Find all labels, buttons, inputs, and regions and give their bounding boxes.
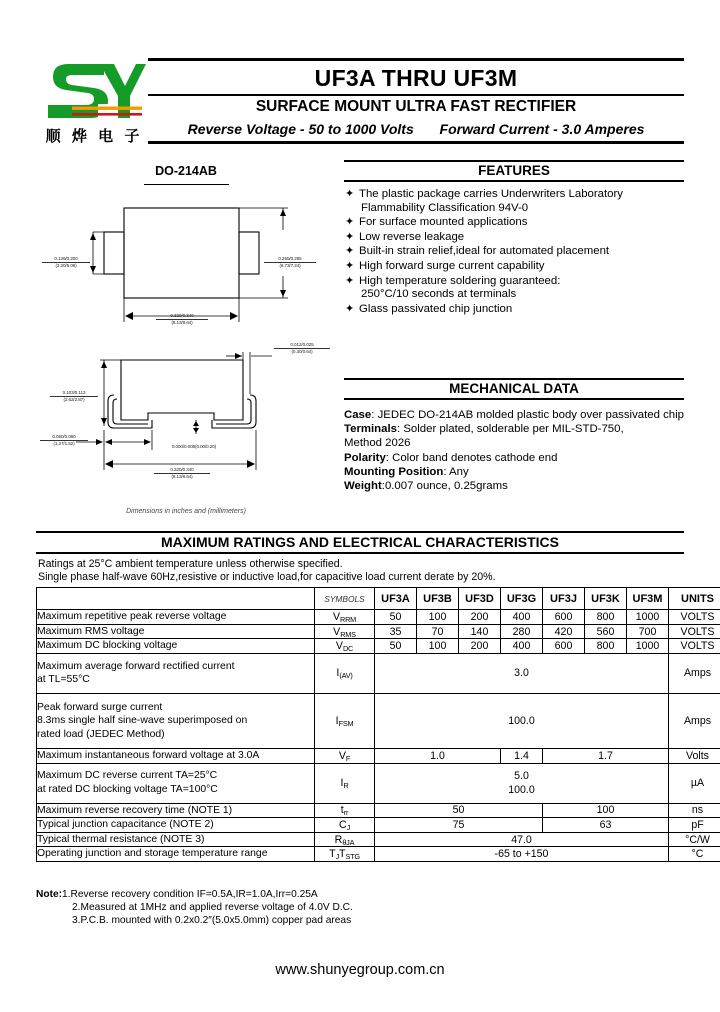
cell-value: 420 <box>543 624 585 639</box>
header-rule-bottom <box>148 141 684 144</box>
header-part-uf3k: UF3K <box>585 588 627 610</box>
row-description <box>37 693 315 748</box>
notes-label: Note: <box>36 889 63 900</box>
cell-value: 1.0 <box>375 748 501 763</box>
cell-value: 800 <box>585 610 627 625</box>
header-part-uf3m: UF3M <box>627 588 669 610</box>
row-description: Operating junction and storage temperature range <box>37 847 315 862</box>
row-description-line2: at TL=55°C <box>37 674 90 686</box>
cell-value: 800 <box>585 639 627 654</box>
row-description: Maximum DC blocking voltage <box>37 639 315 654</box>
row-symbol: VDC <box>315 639 375 654</box>
notes-block <box>36 888 684 928</box>
cell-value-25c: 5.0 <box>514 770 529 783</box>
row-symbol: RθJA <box>315 832 375 847</box>
dimension-units-note: Dimensions in inches and (millimeters) <box>126 508 246 515</box>
row-symbol: TJTSTG <box>315 847 375 862</box>
feature-item <box>344 216 684 230</box>
features-title: FEATURES <box>344 160 684 182</box>
cell-unit: °C/W <box>669 832 720 847</box>
feature-text-line2: 250°C/10 seconds at terminals <box>361 288 517 301</box>
cell-value-merged: 3.0 <box>375 653 669 693</box>
feature-text: Glass passivated chip junction <box>359 302 513 315</box>
header-part-uf3d: UF3D <box>459 588 501 610</box>
page-title: UF3A THRU UF3M <box>314 65 518 91</box>
dim-body-height: 0.265/0.285 (6.73/7.24) <box>264 256 316 268</box>
features-panel <box>344 160 684 317</box>
mech-label: Mounting Position <box>344 465 444 478</box>
mechanical-data-title: MECHANICAL DATA <box>344 378 684 400</box>
diamond-bullet-icon: ✦ <box>345 230 355 243</box>
diamond-bullet-icon: ✦ <box>345 274 355 287</box>
row-symbol: VRMS <box>315 624 375 639</box>
mech-row-method <box>344 436 684 450</box>
cell-unit: Amps <box>669 653 720 693</box>
row-symbol: I(AV) <box>315 653 375 693</box>
table-row-ir <box>37 763 720 803</box>
sy-logo-mark <box>42 60 146 126</box>
row-description-line2: 8.3ms single half sine-wave superimposed on <box>37 715 248 727</box>
row-description-line1: Maximum average forward rectified current <box>37 660 235 672</box>
cell-value-merged: -65 to +150 <box>375 847 669 862</box>
cell-value: 100 <box>417 639 459 654</box>
cell-value-merged <box>375 763 669 803</box>
mech-value: Method 2026 <box>344 437 411 450</box>
feature-item <box>344 188 684 215</box>
row-description: Typical junction capacitance (NOTE 2) <box>37 818 315 833</box>
diamond-bullet-icon: ✦ <box>345 188 355 200</box>
mech-row-mounting: Mounting Position: Any <box>344 465 469 478</box>
table-header-row <box>37 588 720 610</box>
condition-line-1: Ratings at 25°C ambient temperature unless otherwise specified. <box>38 558 343 570</box>
diamond-bullet-icon: ✦ <box>345 302 355 315</box>
tagline-forward-current: Forward Current - 3.0 Amperes <box>439 121 645 137</box>
cell-value: 100 <box>417 610 459 625</box>
note-line-2 <box>36 901 684 914</box>
row-symbol: CJ <box>315 818 375 833</box>
header-titles <box>148 58 684 144</box>
page-subtitle: SURFACE MOUNT ULTRA FAST RECTIFIER <box>255 98 577 115</box>
cell-value: 1.4 <box>501 748 543 763</box>
header-blank-cell <box>37 588 315 610</box>
footer-url[interactable]: www.shunyegroup.com.cn <box>275 962 445 978</box>
cell-value: 70 <box>417 624 459 639</box>
company-name-cn: 顺 烨 电 子 <box>45 127 143 145</box>
mech-row-polarity: Polarity: Color band denotes cathode end <box>344 451 558 464</box>
cell-unit: ns <box>669 803 720 818</box>
row-symbol: IR <box>315 763 375 803</box>
row-symbol: VF <box>315 748 375 763</box>
feature-item <box>344 245 684 259</box>
header-part-uf3a: UF3A <box>375 588 417 610</box>
dim-stand-off: 0.000/0.008(0.00/0.20) <box>171 444 217 449</box>
table-row-vdc <box>37 639 720 654</box>
mech-value: Solder plated, solderable per MIL-STD-750, <box>403 423 624 436</box>
cell-value: 200 <box>459 639 501 654</box>
feature-text: High forward surge current capability <box>359 259 545 272</box>
package-name-underline <box>144 184 229 185</box>
feature-item <box>344 260 684 274</box>
package-drawing-column <box>36 160 336 526</box>
note-text: 1.Reverse recovery condition IF=0.5A,IR=1.0A,Irr=0.25A <box>62 889 318 900</box>
feature-item <box>344 231 684 245</box>
tagline-reverse-voltage: Reverse Voltage - 50 to 1000 Volts <box>187 121 414 137</box>
row-description: Typical thermal resistance (NOTE 3) <box>37 832 315 847</box>
cell-value: 1.7 <box>543 748 669 763</box>
feature-text-line2: Flammability Classification 94V-0 <box>361 201 529 214</box>
table-row-rthja <box>37 832 720 847</box>
page-tagline <box>148 118 684 141</box>
ratings-table <box>36 587 720 862</box>
feature-text: The plastic package carries Underwriters Laboratory <box>359 188 623 200</box>
note-line-3 <box>36 914 684 927</box>
cell-value: 700 <box>627 624 669 639</box>
feature-text: Low reverse leakage <box>359 230 465 243</box>
row-description-line1: Peak forward surge current <box>37 701 163 713</box>
ratings-title: MAXIMUM RATINGS AND ELECTRICAL CHARACTERISTICS <box>36 531 684 554</box>
note-text: 3.P.C.B. mounted with 0.2x0.2″(5.0x5.0mm) copper pad areas <box>72 915 352 927</box>
cell-unit: VOLTS <box>669 610 720 625</box>
mech-value: JEDEC DO-214AB molded plastic body over passivated chip <box>377 409 685 421</box>
mechanical-data-panel <box>344 378 684 493</box>
row-description-line2: at rated DC blocking voltage TA=100°C <box>37 784 218 796</box>
dim-foot-length: 0.050/0.060 (1.27/1.52) <box>40 434 88 446</box>
table-row-tjtstg <box>37 847 720 862</box>
feature-text: For surface mounted applications <box>359 216 528 229</box>
table-row-iav <box>37 653 720 693</box>
cell-value: 1000 <box>627 610 669 625</box>
cell-value: 140 <box>459 624 501 639</box>
cell-value: 400 <box>501 610 543 625</box>
row-description: Maximum instantaneous forward voltage at 3.0A <box>37 748 315 763</box>
cell-value: 63 <box>543 818 669 833</box>
features-list <box>344 188 684 316</box>
mech-label: Polarity <box>344 451 386 464</box>
header-part-uf3g: UF3G <box>501 588 543 610</box>
row-description <box>37 763 315 803</box>
feature-item <box>344 275 684 302</box>
cell-unit: VOLTS <box>669 624 720 639</box>
row-description <box>37 653 315 693</box>
table-row-trr <box>37 803 720 818</box>
cell-value: 1000 <box>627 639 669 654</box>
cell-value-merged: 47.0 <box>375 832 669 847</box>
header-units: UNITS <box>669 588 720 610</box>
row-description-line1: Maximum DC reverse current TA=25°C <box>37 770 218 782</box>
mechanical-data-body <box>344 408 684 493</box>
diamond-bullet-icon: ✦ <box>345 216 355 229</box>
dim-body-length: 0.320/0.340 (8.13/8.64) <box>156 313 208 325</box>
cell-value: 200 <box>459 610 501 625</box>
company-logo <box>42 60 146 154</box>
row-description: Maximum repetitive peak reverse voltage <box>37 610 315 625</box>
mech-value: 0.007 ounce, 0.25grams <box>384 480 508 493</box>
mech-label: Terminals <box>344 423 397 436</box>
mech-row-weight: Weight:0.007 ounce, 0.25grams <box>344 480 508 493</box>
condition-line-2: Single phase half-wave 60Hz,resistive or inductive load,for capacitive load current derate by 20%. <box>38 570 496 583</box>
cell-value: 400 <box>501 639 543 654</box>
cell-value-100c: 100.0 <box>508 784 535 797</box>
cell-unit: Amps <box>669 693 720 748</box>
cell-value: 600 <box>543 639 585 654</box>
feature-text: Built-in strain relief,ideal for automated placement <box>359 245 610 258</box>
mech-value: Color band denotes cathode end <box>392 451 558 464</box>
row-symbol: VRRM <box>315 610 375 625</box>
cell-value: 75 <box>375 818 543 833</box>
header-symbols: SYMBOLS <box>315 588 375 610</box>
mech-value: Any <box>449 465 469 478</box>
dim-lead-thickness: 0.012/0.025 (0.30/0.64) <box>274 342 330 354</box>
cell-unit: Volts <box>669 748 720 763</box>
cell-unit: °C <box>669 847 720 862</box>
cell-value: 50 <box>375 610 417 625</box>
feature-text: High temperature soldering guaranteed: <box>359 274 561 287</box>
feature-item <box>344 303 684 317</box>
package-name: DO-214AB <box>155 164 217 178</box>
table-row-vf <box>37 748 720 763</box>
row-description: Maximum reverse recovery time (NOTE 1) <box>37 803 315 818</box>
header-part-uf3j: UF3J <box>543 588 585 610</box>
diamond-bullet-icon: ✦ <box>345 245 355 258</box>
dim-overall-length: 0.320/0.340 (8.13/8.64) <box>154 467 210 479</box>
cell-unit: pF <box>669 818 720 833</box>
cell-value: 100 <box>543 803 669 818</box>
cell-value: 280 <box>501 624 543 639</box>
row-symbol: trr <box>315 803 375 818</box>
mech-label: Weight <box>344 480 382 493</box>
diamond-bullet-icon: ✦ <box>345 259 355 272</box>
cell-value: 50 <box>375 803 543 818</box>
cell-value: 600 <box>543 610 585 625</box>
dim-lead-width: 0.126/0.200 (3.20/5.08) <box>42 256 90 268</box>
table-row-ifsm <box>37 693 720 748</box>
page-header <box>36 58 684 154</box>
table-row-vrms <box>37 624 720 639</box>
note-line-1 <box>36 888 684 901</box>
ratings-conditions <box>36 554 684 587</box>
row-description-line3: rated load (JEDEC Method) <box>37 728 165 740</box>
cell-value: 50 <box>375 639 417 654</box>
row-symbol: IFSM <box>315 693 375 748</box>
cell-value: 35 <box>375 624 417 639</box>
dim-body-thickness: 0.103/0.113 (2.62/2.87) <box>50 390 98 402</box>
ratings-section <box>36 531 715 862</box>
note-text: 2.Measured at 1MHz and applied reverse voltage of 4.0V D.C. <box>72 902 353 914</box>
mech-row-terminals: Terminals: Solder plated, solderable per MIL-STD-750, <box>344 423 624 436</box>
cell-unit: µA <box>669 763 720 803</box>
mech-label: Case <box>344 409 372 421</box>
table-row-cj <box>37 818 720 833</box>
table-row-vrrm <box>37 610 720 625</box>
mech-row-case: Case: JEDEC DO-214AB molded plastic body over passivated chip <box>344 409 685 421</box>
header-part-uf3b: UF3B <box>417 588 459 610</box>
cell-value: 560 <box>585 624 627 639</box>
cell-unit: VOLTS <box>669 639 720 654</box>
cell-value-merged: 100.0 <box>375 693 669 748</box>
row-description: Maximum RMS voltage <box>37 624 315 639</box>
